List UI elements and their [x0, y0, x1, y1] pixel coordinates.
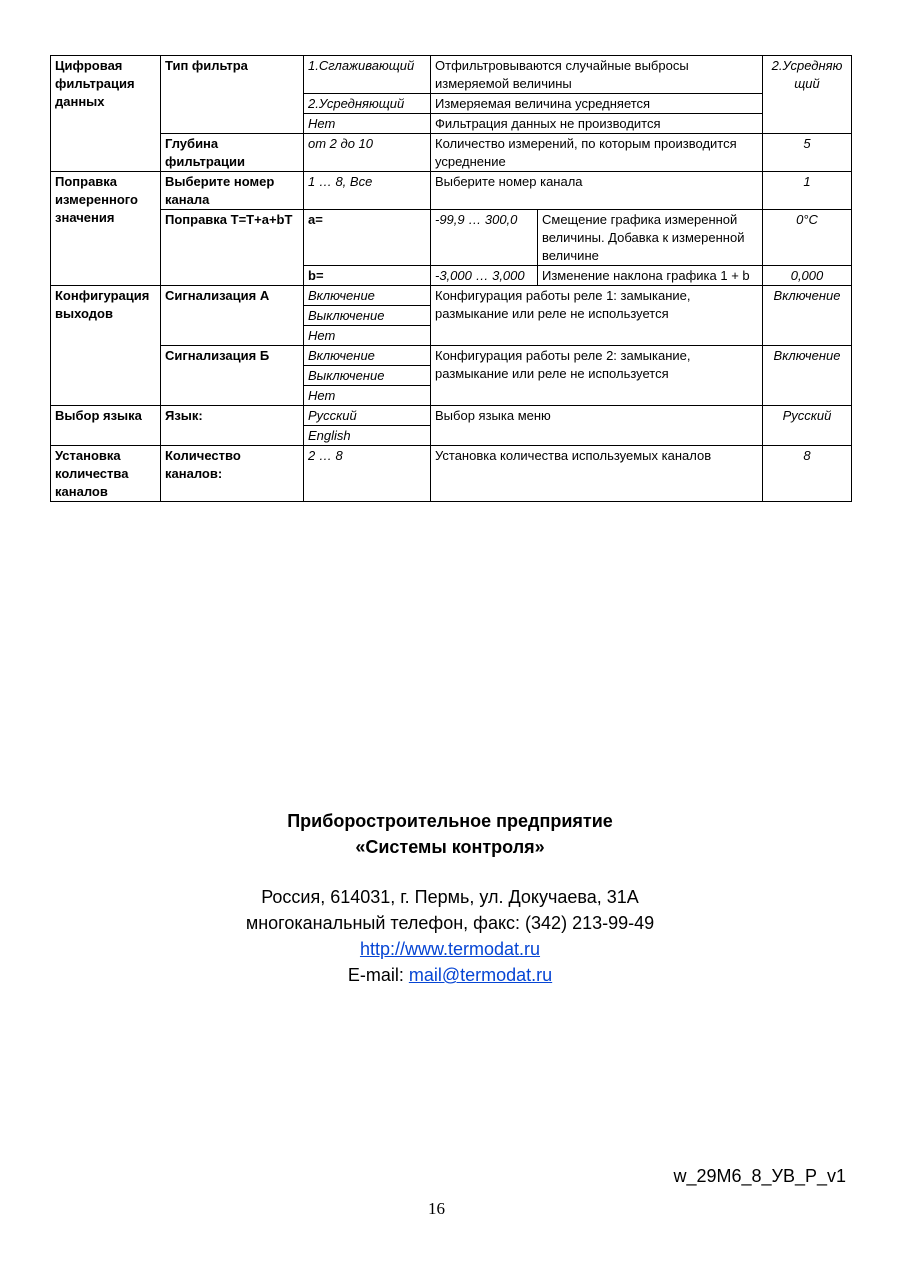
description-cell: Количество измерений, по которым производится усреднение	[431, 134, 763, 172]
default-cell: 8	[763, 446, 852, 502]
description-cell: Конфигурация работы реле 1: замыкание, размыкание или реле не используется	[431, 286, 763, 346]
option-cell: 2.Усредняющий	[304, 94, 431, 114]
website-link[interactable]: http://www.termodat.ru	[359, 939, 541, 959]
param-language: Язык:	[161, 406, 304, 446]
param-channels: Количество каналов:	[161, 446, 304, 502]
option-cell: English	[304, 426, 431, 446]
phone: многоканальный телефон, факс: (342) 213-99-49	[245, 913, 655, 933]
option-cell: Включение	[304, 286, 431, 306]
option-cell: 1 … 8, Все	[304, 172, 431, 210]
option-cell: Выключение	[304, 306, 431, 326]
section-correction: Поправка измеренного значения	[51, 172, 161, 286]
table-row	[51, 406, 852, 426]
table-row	[51, 172, 852, 210]
description-cell: Установка количества используемых каналов	[431, 446, 763, 502]
default-cell: 2.Усредняю щий	[763, 56, 852, 134]
default-cell: 1	[763, 172, 852, 210]
email-link[interactable]: mail@termodat.ru	[408, 965, 553, 985]
description-cell: Отфильтровываются случайные выбросы измеряемой величины	[431, 56, 763, 94]
section-channels: Установка количества каналов	[51, 446, 161, 502]
option-cell: b=	[304, 266, 431, 286]
table-row	[51, 210, 852, 266]
description-cell: Конфигурация работы реле 2: замыкание, размыкание или реле не используется	[431, 346, 763, 406]
description-cell: Измеряемая величина усредняется	[431, 94, 763, 114]
param-channel: Выберите номер канала	[161, 172, 304, 210]
section-outputs: Конфигурация выходов	[51, 286, 161, 406]
option-cell: Нет	[304, 326, 431, 346]
default-cell: 0,000	[763, 266, 852, 286]
parameters-table	[50, 55, 852, 502]
description-cell: Выбор языка меню	[431, 406, 763, 446]
email-prefix: E-mail:	[347, 965, 409, 985]
address: Россия, 614031, г. Пермь, ул. Докучаева, 31А	[261, 887, 639, 907]
description-cell: Выберите номер канала	[431, 172, 763, 210]
option-cell: 2 … 8	[304, 446, 431, 502]
description-cell: Изменение наклона графика 1 + b	[538, 266, 763, 286]
range-cell: -99,9 … 300,0	[431, 210, 538, 266]
default-cell: 5	[763, 134, 852, 172]
option-cell: от 2 до 10	[304, 134, 431, 172]
company-line-1: Приборостроительное предприятие	[287, 811, 613, 831]
description-cell: Фильтрация данных не производится	[431, 114, 763, 134]
default-cell: Включение	[763, 286, 852, 346]
contacts-block	[0, 884, 900, 988]
email-line	[0, 962, 900, 988]
option-cell: Русский	[304, 406, 431, 426]
section-language: Выбор языка	[51, 406, 161, 446]
option-cell: Нет	[304, 386, 431, 406]
table-row	[51, 134, 852, 172]
option-cell: Выключение	[304, 366, 431, 386]
company-block	[0, 808, 900, 860]
param-formula: Поправка T=T+a+bT	[161, 210, 304, 286]
param-alarm-b: Сигнализация Б	[161, 346, 304, 406]
table-row	[51, 286, 852, 306]
param-alarm-a: Сигнализация А	[161, 286, 304, 346]
document-id: w_29M6_8_УВ_Р_v1	[673, 1166, 846, 1186]
description-cell: Смещение графика измеренной величины. Добавка к измеренной величине	[538, 210, 763, 266]
option-cell: a=	[304, 210, 431, 266]
page-number: 16	[428, 1199, 445, 1218]
option-cell: Нет	[304, 114, 431, 134]
option-cell: Включение	[304, 346, 431, 366]
section-filter: Цифровая фильтрация данных	[51, 56, 161, 172]
table-row	[51, 56, 852, 94]
option-cell: 1.Сглаживающий	[304, 56, 431, 94]
param-filter-depth: Глубина фильтрации	[161, 134, 304, 172]
table-row	[51, 346, 852, 366]
default-cell: Русский	[763, 406, 852, 446]
default-cell: 0°C	[763, 210, 852, 266]
company-line-2: «Системы контроля»	[355, 837, 545, 857]
table-row	[51, 446, 852, 502]
default-cell: Включение	[763, 346, 852, 406]
range-cell: -3,000 … 3,000	[431, 266, 538, 286]
param-filter-type: Тип фильтра	[161, 56, 304, 134]
